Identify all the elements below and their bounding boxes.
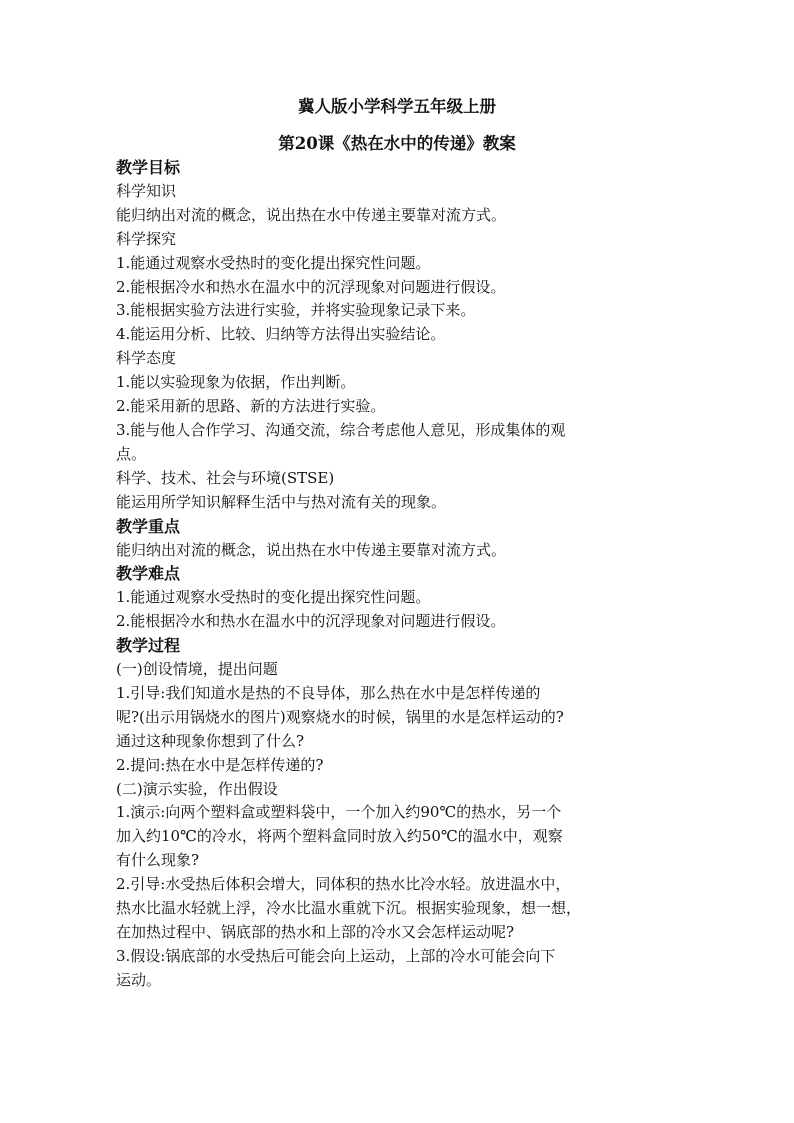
body-text-line: 1.能以实验现象为依据，作出判断。 — [116, 373, 356, 392]
section-heading: 教学目标 — [116, 158, 181, 177]
body-text-line: 加入约10℃的冷水，将两个塑料盒同时放入约50℃的温水中，观察 — [116, 827, 563, 846]
body-text-line: 3.能根据实验方法进行实验，并将实验现象记录下来。 — [116, 301, 476, 320]
body-text-line: 2.能采用新的思路、新的方法进行实验。 — [116, 397, 386, 416]
body-text-line: 1.能通过观察水受热时的变化提出探究性问题。 — [116, 588, 431, 607]
body-text-line: 4.能运用分析、比较、归纳等方法得出实验结论。 — [116, 325, 446, 344]
body-text-line: 2.能根据冷水和热水在温水中的沉浮现象对问题进行假设。 — [116, 612, 506, 631]
body-text-line: 热水比温水轻就上浮，冷水比温水重就下沉。根据实验现象，想一想， — [116, 899, 582, 918]
body-text-line: 科学知识 — [116, 181, 177, 200]
document-title: 冀人版小学科学五年级上册 — [298, 97, 496, 116]
section-heading: 教学过程 — [116, 636, 181, 656]
body-text-line: 科学、技术、社会与环境(STSE) — [116, 468, 335, 487]
body-text-line: 能归纳出对流的概念，说出热在水中传递主要靠对流方式。 — [116, 540, 507, 559]
body-text-line: 1.演示:向两个塑料盒或塑料袋中，一个加入约90℃的热水，另一个 — [116, 803, 562, 822]
body-text-line: 点。 — [116, 444, 147, 463]
body-text-line: 2.提问:热在水中是怎样传递的? — [116, 755, 324, 774]
body-text-line: 通过这种现象你想到了什么? — [116, 731, 305, 750]
body-text-line: 3.假设:锅底部的水受热后可能会向上运动，上部的冷水可能会向下 — [116, 946, 556, 965]
body-text-line: 1.能通过观察水受热时的变化提出探究性问题。 — [116, 253, 431, 272]
section-heading: 教学重点 — [116, 516, 181, 536]
body-text-line: (一)创设情境，提出问题 — [116, 660, 278, 679]
section-heading: 教学难点 — [116, 564, 181, 584]
body-text-line: 3.能与他人合作学习、沟通交流，综合考虑他人意见，形成集体的观 — [116, 420, 566, 439]
body-text-line: 运动。 — [116, 970, 162, 989]
document-body — [116, 156, 686, 993]
body-text-line: 能运用所学知识解释生活中与热对流有关的现象。 — [116, 492, 447, 511]
body-text-line: 2.能根据冷水和热水在温水中的沉浮现象对问题进行假设。 — [116, 277, 506, 296]
body-text-line: 科学探究 — [116, 229, 177, 248]
body-text-line: 2.引导:水受热后体积会增大，同体积的热水比冷水轻。放进温水中， — [116, 875, 571, 894]
body-text-line: (二)演示实验，作出假设 — [116, 779, 278, 798]
lesson-title: 第20课《热在水中的传递》教案 — [278, 134, 516, 153]
body-text-line: 有什么现象? — [116, 851, 200, 870]
body-text-line: 呢?(出示用锅烧水的图片)观察烧水的时候，锅里的水是怎样运动的? — [116, 707, 564, 726]
body-text-line: 在加热过程中、锅底部的热水和上部的冷水又会怎样运动呢? — [116, 923, 515, 941]
body-text-line: 能归纳出对流的概念，说出热在水中传递主要靠对流方式。 — [116, 205, 507, 224]
body-text-line: 科学态度 — [116, 349, 177, 368]
body-text-line: 1.引导:我们知道水是热的不良导体，那么热在水中是怎样传递的 — [116, 683, 541, 702]
